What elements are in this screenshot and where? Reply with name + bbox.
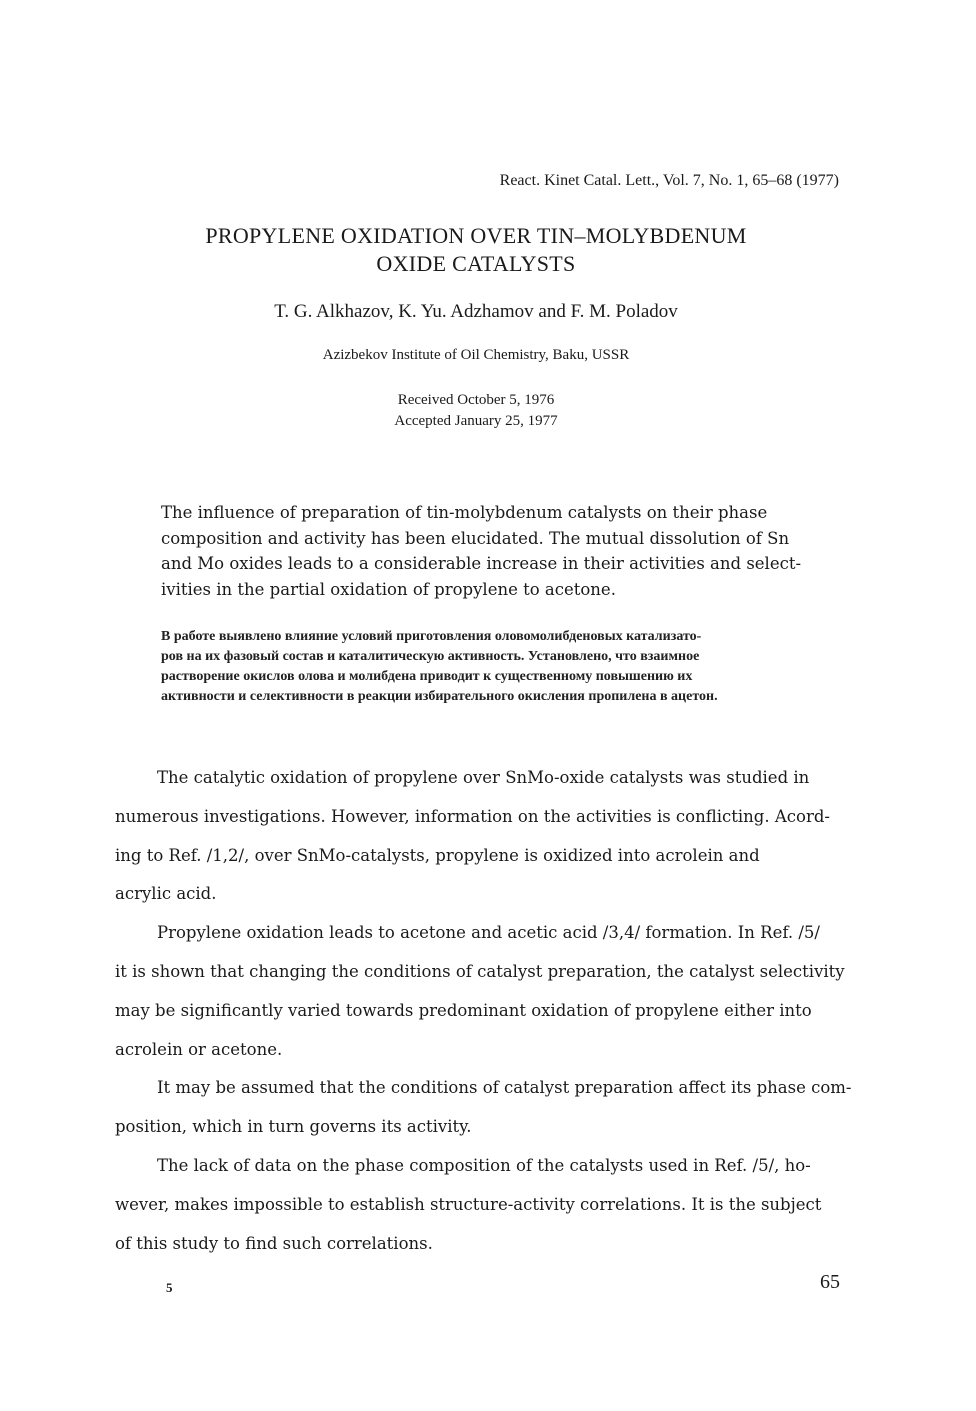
signature-mark: 5 [166, 1280, 173, 1295]
title-line: PROPYLENE OXIDATION OVER TIN–MOLYBDENUM [205, 223, 747, 248]
body-line: It may be assumed that the conditions of catalyst preparation affect its phase com- [157, 1078, 852, 1098]
body-line: The lack of data on the phase composition of the catalysts used in Ref. /5/, ho- [157, 1155, 811, 1175]
page-number: 65 [820, 1271, 840, 1293]
abstract-line: В работе выявлено влияние условий приготовления оловомолибденовых катализато- [161, 629, 702, 644]
body-line: it is shown that changing the conditions of catalyst preparation, the catalyst selectivity [115, 961, 845, 981]
body-line: acrylic acid. [115, 884, 217, 904]
accepted-date: Accepted January 25, 1977 [394, 413, 558, 429]
abstract-english [161, 500, 851, 602]
abstract-russian [161, 627, 861, 707]
body-line: acrolein or acetone. [115, 1039, 283, 1059]
abstract-line: ров на их фазовый состав и каталитическую активность. Установлено, что взаимное [161, 649, 700, 664]
body-line: of this study to find such correlations. [115, 1233, 433, 1253]
submission-dates [0, 390, 952, 432]
body-text [115, 759, 885, 1263]
abstract-line: растворение окислов олова и молибдена приводит к существенному повышению их [161, 669, 693, 684]
body-line: may be significantly varied towards predominant oxidation of propylene either into [115, 1000, 812, 1020]
body-line: position, which in turn governs its activity. [115, 1117, 472, 1137]
journal-citation: React. Kinet Catal. Lett., Vol. 7, No. 1, 65–68 (1977) [499, 172, 839, 189]
abstract-line: ivities in the partial oxidation of propylene to acetone. [161, 579, 616, 599]
authors: T. G. Alkhazov, K. Yu. Adzhamov and F. M. Poladov [274, 301, 678, 322]
received-date: Received October 5, 1976 [397, 392, 555, 408]
body-line: ing to Ref. /1,2/, over SnMo-catalysts, propylene is oxidized into acrolein and [115, 845, 760, 865]
body-line: Propylene oxidation leads to acetone and acetic acid /3,4/ formation. In Ref. /5/ [157, 923, 820, 943]
body-line: wever, makes impossible to establish structure-activity correlations. It is the subject [115, 1194, 822, 1214]
body-line: The catalytic oxidation of propylene over SnMo-oxide catalysts was studied in [157, 768, 810, 787]
body-line: numerous investigations. However, information on the activities is conflicting. Acord- [115, 806, 830, 826]
paper-title [0, 222, 952, 278]
abstract-line: and Mo oxides leads to a considerable increase in their activities and select- [161, 554, 802, 573]
abstract-line: The influence of preparation of tin-molybdenum catalysts on their phase [161, 503, 768, 522]
abstract-line: активности и селективности в реакции избирательного окисления пропилена в ацетон. [161, 689, 718, 704]
affiliation: Azizbekov Institute of Oil Chemistry, Baku, USSR [322, 347, 630, 363]
title-line: OXIDE CATALYSTS [376, 251, 576, 276]
abstract-line: composition and activity has been elucidated. The mutual dissolution of Sn [161, 528, 790, 548]
